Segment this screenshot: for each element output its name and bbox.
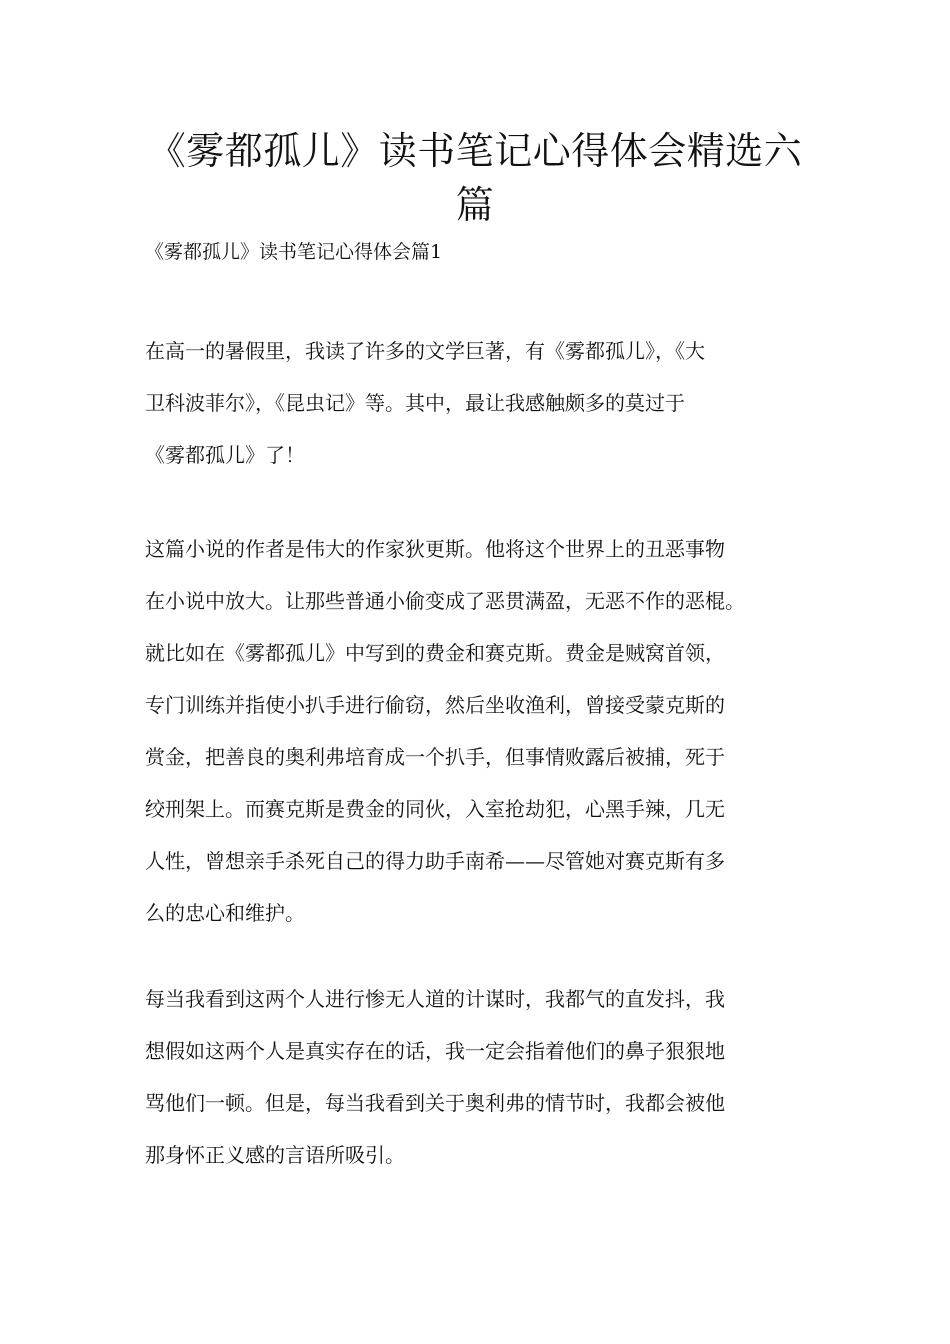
- paragraph-line: 绞刑架上。而赛克斯是费金的同伙，入室抢劫犯，心黑手辣，几无: [145, 797, 725, 821]
- paragraph-line: 么的忠心和维护。: [145, 901, 305, 925]
- paragraph-line: 想假如这两个人是真实存在的话，我一定会指着他们的鼻子狠狠地: [145, 1039, 725, 1063]
- paragraph-line: 人性，曾想亲手杀死自己的得力助手南希——尽管她对赛克斯有多: [145, 849, 725, 873]
- paragraph-line: 每当我看到这两个人进行惨无人道的计谋时，我都气的直发抖，我: [145, 987, 725, 1011]
- paragraph-line: 《雾都孤儿》了！: [145, 443, 305, 467]
- paragraph-line: 骂他们一顿。但是，每当我看到关于奥利弗的情节时，我都会被他: [145, 1091, 725, 1115]
- paragraph-line: 这篇小说的作者是伟大的作家狄更斯。他将这个世界上的丑恶事物: [145, 537, 725, 561]
- paragraph-2: [145, 523, 815, 939]
- paragraph-line: 在小说中放大。让那些普通小偷变成了恶贯满盈，无恶不作的恶棍。: [145, 589, 745, 613]
- paragraph-1: [145, 325, 815, 481]
- paragraph-line: 专门训练并指使小扒手进行偷窃，然后坐收渔利，曾接受蒙克斯的: [145, 693, 725, 717]
- document-title: 《雾都孤儿》读书笔记心得体会精选六篇: [147, 129, 803, 227]
- paragraph-line: 那身怀正义感的言语所吸引。: [145, 1143, 405, 1167]
- paragraph-3: [145, 973, 815, 1181]
- section-heading: 《雾都孤儿》读书笔记心得体会篇1: [145, 241, 443, 263]
- paragraph-line: 赏金，把善良的奥利弗培育成一个扒手，但事情败露后被捕，死于: [145, 745, 725, 769]
- paragraph-line: 就比如在《雾都孤儿》中写到的费金和赛克斯。费金是贼窝首领，: [145, 641, 725, 665]
- paragraph-line: 在高一的暑假里，我读了许多的文学巨著，有《雾都孤儿》，《大: [145, 339, 705, 363]
- paragraph-line: 卫科波菲尔》，《昆虫记》等。其中，最让我感触颇多的莫过于: [145, 391, 685, 415]
